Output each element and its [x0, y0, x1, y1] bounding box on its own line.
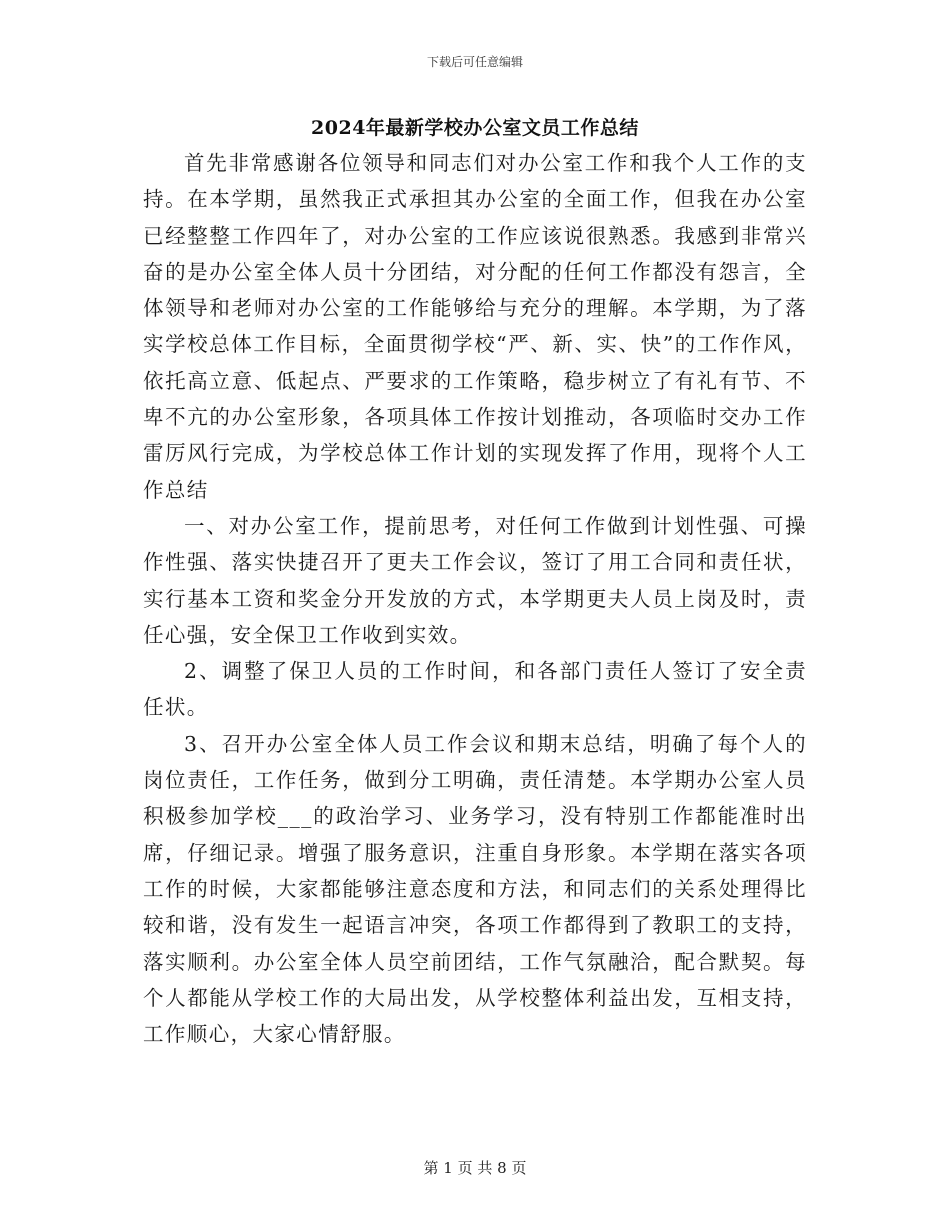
document-body [143, 145, 807, 1052]
paragraph-item-3: 3、召开办公室全体人员工作会议和期末总结，明确了每个人的岗位责任，工作任务，做到分工明确，责任清楚。本学期办公室人员积极参加学校___的政治学习、业务学习，没有特别工作都能准时出席，仔细记录。增强了服务意识，注重自身形象。本学期在落实各项工作的时候，大家都能够注意态度和方法，和同志们的关系处理得比较和谐，没有发生一起语言冲突，各项工作都得到了教职工的支持，落实顺利。办公室全体人员空前团结，工作气氛融洽，配合默契。每个人都能从学校工作的大局出发，从学校整体利益出发，互相支持，工作顺心，大家心情舒服。 [143, 731, 807, 1047]
paragraph-item-2: 2、调整了保卫人员的工作时间，和各部门责任人签订了安全责任状。 [143, 659, 807, 720]
document-title: 2024年最新学校办公室文员工作总结 [311, 117, 639, 139]
page-header-note: 下载后可任意编辑 [426, 55, 523, 69]
paragraph-intro: 首先非常感谢各位领导和同志们对办公室工作和我个人工作的支持。在本学期，虽然我正式承担其办公室的全面工作，但我在办公室已经整整工作四年了，对办公室的工作应该说很熟悉。我感到非常兴奋的是办公室全体人员十分团结，对分配的任何工作都没有怨言，全体领导和老师对办公室的工作能够给与充分的理解。本学期，为了落实学校总体工作目标，全面贯彻学校“严、新、实、快”的工作作风，依托高立意、低起点、严要求的工作策略，稳步树立了有礼有节、不卑不亢的办公室形象，各项具体工作按计划推动，各项临时交办工作雷厉风行完成，为学校总体工作计划的实现发挥了作用，现将个人工作总结 [143, 151, 807, 502]
paragraph-item-1: 一、对办公室工作，提前思考，对任何工作做到计划性强、可操作性强、落实快捷召开了更夫工作会议，签订了用工合同和责任状，实行基本工资和奖金分开发放的方式，本学期更夫人员上岗及时，责任心强，安全保卫工作收到实效。 [143, 513, 807, 647]
page-number: 第 1 页 共 8 页 [423, 1159, 527, 1177]
